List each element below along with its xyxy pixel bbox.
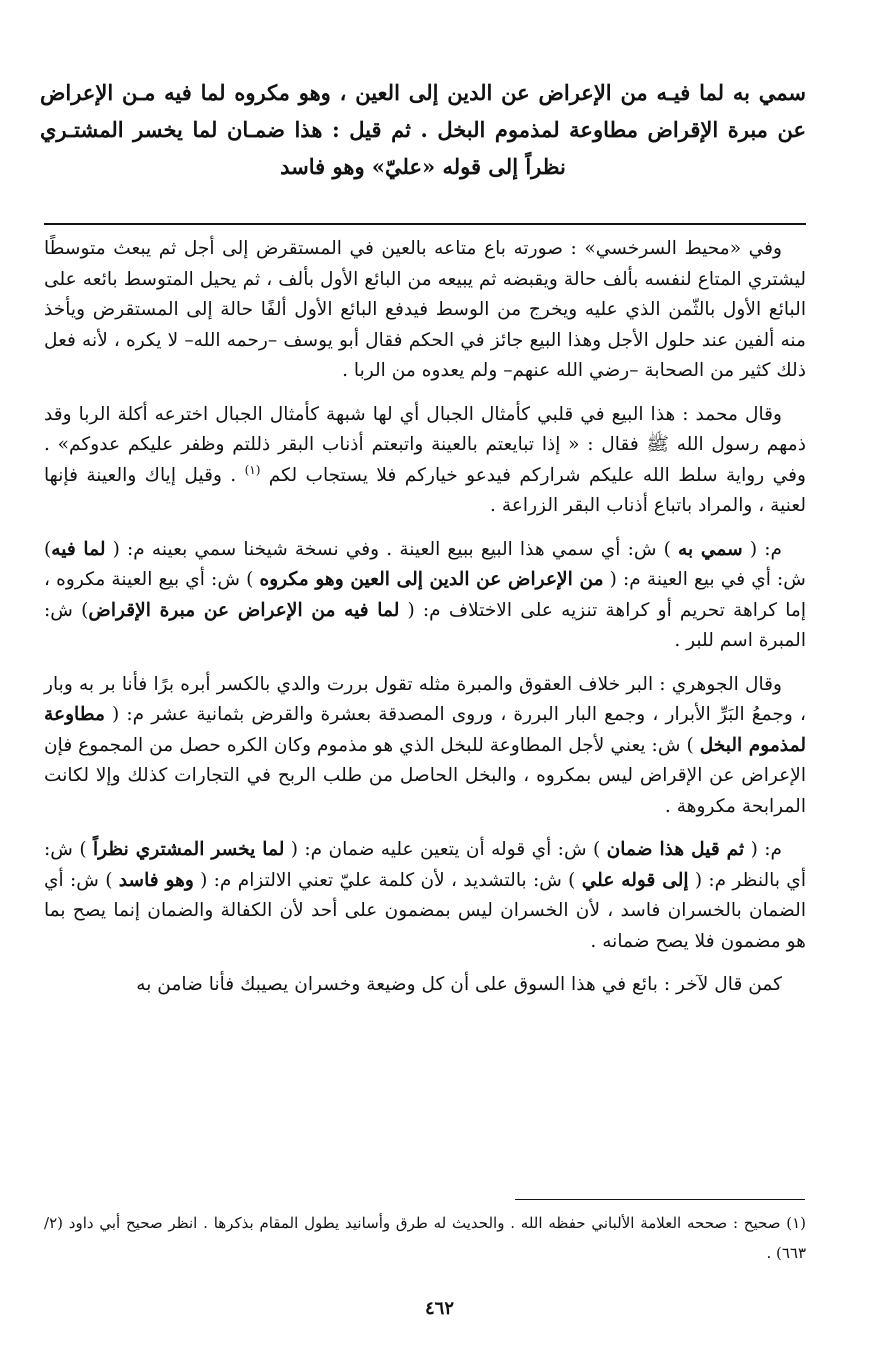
commentary-text: ) ش: أي بالنظر م: ( <box>44 839 807 891</box>
commentary-paragraph: وفي «محيط السرخسي» : صورته باع متاعه بالعين في المستقرض إلى أجل ثم يبعث متوسطًا ليشتري المتاع لنفسه بألف حالة ويقبضه ثم يبيعه من البائع الأول بألف ، ثم يحيل المتوسط بائعه على البائع الأول بالثّمن الذي عليه ويخرج من الوسط فيدفع البائع الأول ألفًا حالة إلى المستقرض ويأخذ منه ألفين عند حلول الأجل وهذا البيع جائز في الحكم فقال أبو يوسف –رحمه الله– لا يكره ، لأنه فعل ذلك كثير من الصحابة –رضي الله عنهم– ولم يعدوه من الربا . <box>44 238 806 381</box>
commentary-text: ) ش: أي الضمان بالخسران فاسد ، لأن الخسران ليس بمضمون على أحد لأن الكفالة والضمان إنما يصح بما هو مضمون فلا يصح ضمانه . <box>44 869 806 952</box>
commentary-text: ) ش: أي سمي هذا البيع ببيع العينة . وفي نسخة شيخنا سمي بعينه م: ( <box>105 538 679 560</box>
commentary-body <box>44 234 806 1014</box>
matn-quote: سمي به <box>678 538 743 560</box>
separator-rule <box>44 223 806 225</box>
matn-quote: مطاوعة لمذموم البخل <box>44 704 806 756</box>
commentary-text: ) ش: أي في بيع العينة م: ( <box>44 538 806 590</box>
matn-quote: لما يخسر المشتري نظراً <box>92 839 285 860</box>
commentary-text: م: ( <box>744 839 782 860</box>
page-number: ٤٦٢ <box>424 1298 454 1319</box>
commentary-text: ) ش: أي بيع العينة مكروه ، إما كراهة تحريم أو كراهة تنزيه على الاختلاف م: ( <box>44 569 807 621</box>
main-text-matn: سمي به لما فيـه من الإعراض عن الدين إلى العين ، وهو مكروه لما فيه مـن الإعراض عن مبرة الإقراض مطاوعة لمذموم البخل . ثم قيل : هذا ضمـان لما يخسر المشتـري نظراً إلى قوله «عليّ» وهو فاسد <box>40 80 806 179</box>
commentary-paragraph <box>44 400 806 522</box>
footnote: (١) صحيح : صححه العلامة الألباني حفظه الله . والحديث له طرق وأسانيد يطول المقام بذكرها . انظر صحيح أبي داود (٢/ ٦٦٣) . <box>44 1214 806 1262</box>
commentary-text: ) ش: بالتشديد ، لأن كلمة عليّ تعني الالتزام م: ( <box>193 869 582 891</box>
commentary-text: م: ( <box>742 538 783 560</box>
footnote-ref: (١) <box>244 462 261 477</box>
commentary-text: ) ش: المبرة اسم للبر . <box>44 599 806 651</box>
matn-quote: لما فيه من الإعراض عن مبرة الإقراض <box>88 599 400 621</box>
matn-quote: من الإعراض عن الدين إلى العين وهو مكروه <box>259 569 604 590</box>
matn-quote: ثم قيل هذا ضمان <box>606 839 745 860</box>
commentary-paragraph <box>44 835 806 957</box>
commentary-paragraph <box>44 535 806 657</box>
matn-quote: وهو فاسد <box>118 869 194 891</box>
commentary-paragraph <box>44 670 806 823</box>
paragraph-text: وقال محمد : هذا البيع في قلبي كأمثال الجبال أي لها شبهة كأمثال الجبال اخترعه أكلة الربا وقد ذمهم رسول الله ﷺ فقال : « إذا تبايعتم بالعينة واتبعتم أذناب البقر ذللتم وظفر عليكم عدوكم» . وفي رواية سلط الله عليكم شراركم فيدعو خياركم فلا يستجاب لكم <box>44 403 806 486</box>
commentary-text: ) ش: أي قوله أن يتعين عليه ضمان م: ( <box>284 839 607 860</box>
commentary-text: وقال الجوهري : البر خلاف العقوق والمبرة مثله تقول بررت والدي بالكسر أبره برًا فأنا بر به وبار ، وجمعُ البَرِّ الأبرار ، وجمع البار البررة ، وروى المصدقة بعشرة والقرض بثمانية عشر م: ( <box>44 673 806 725</box>
commentary-text: ) ش: يعني لأجل المطاوعة للبخل الذي هو مذموم وكان الكره حصل من المجموع فإن الإعراض عن الإقراض ليس بمكروه ، والبخل الحاصل من طلب الربح في التجارات كذلك وإلا لكانت المرابحة مكروهة . <box>44 734 807 817</box>
paragraph-text-tail: . وقيل إياك والعينة فإنها لعنية ، والمراد باتباع أذناب البقر الزراعة . <box>44 464 806 516</box>
matn-quote: لما فيه <box>51 538 106 560</box>
footnote-rule <box>515 1199 805 1200</box>
commentary-paragraph: كمن قال لآخر : بائع في هذا السوق على أن كل وضيعة وخسران يصيبك فأنا ضامن به <box>136 974 782 995</box>
matn-quote: إلى قوله علي <box>581 869 689 891</box>
